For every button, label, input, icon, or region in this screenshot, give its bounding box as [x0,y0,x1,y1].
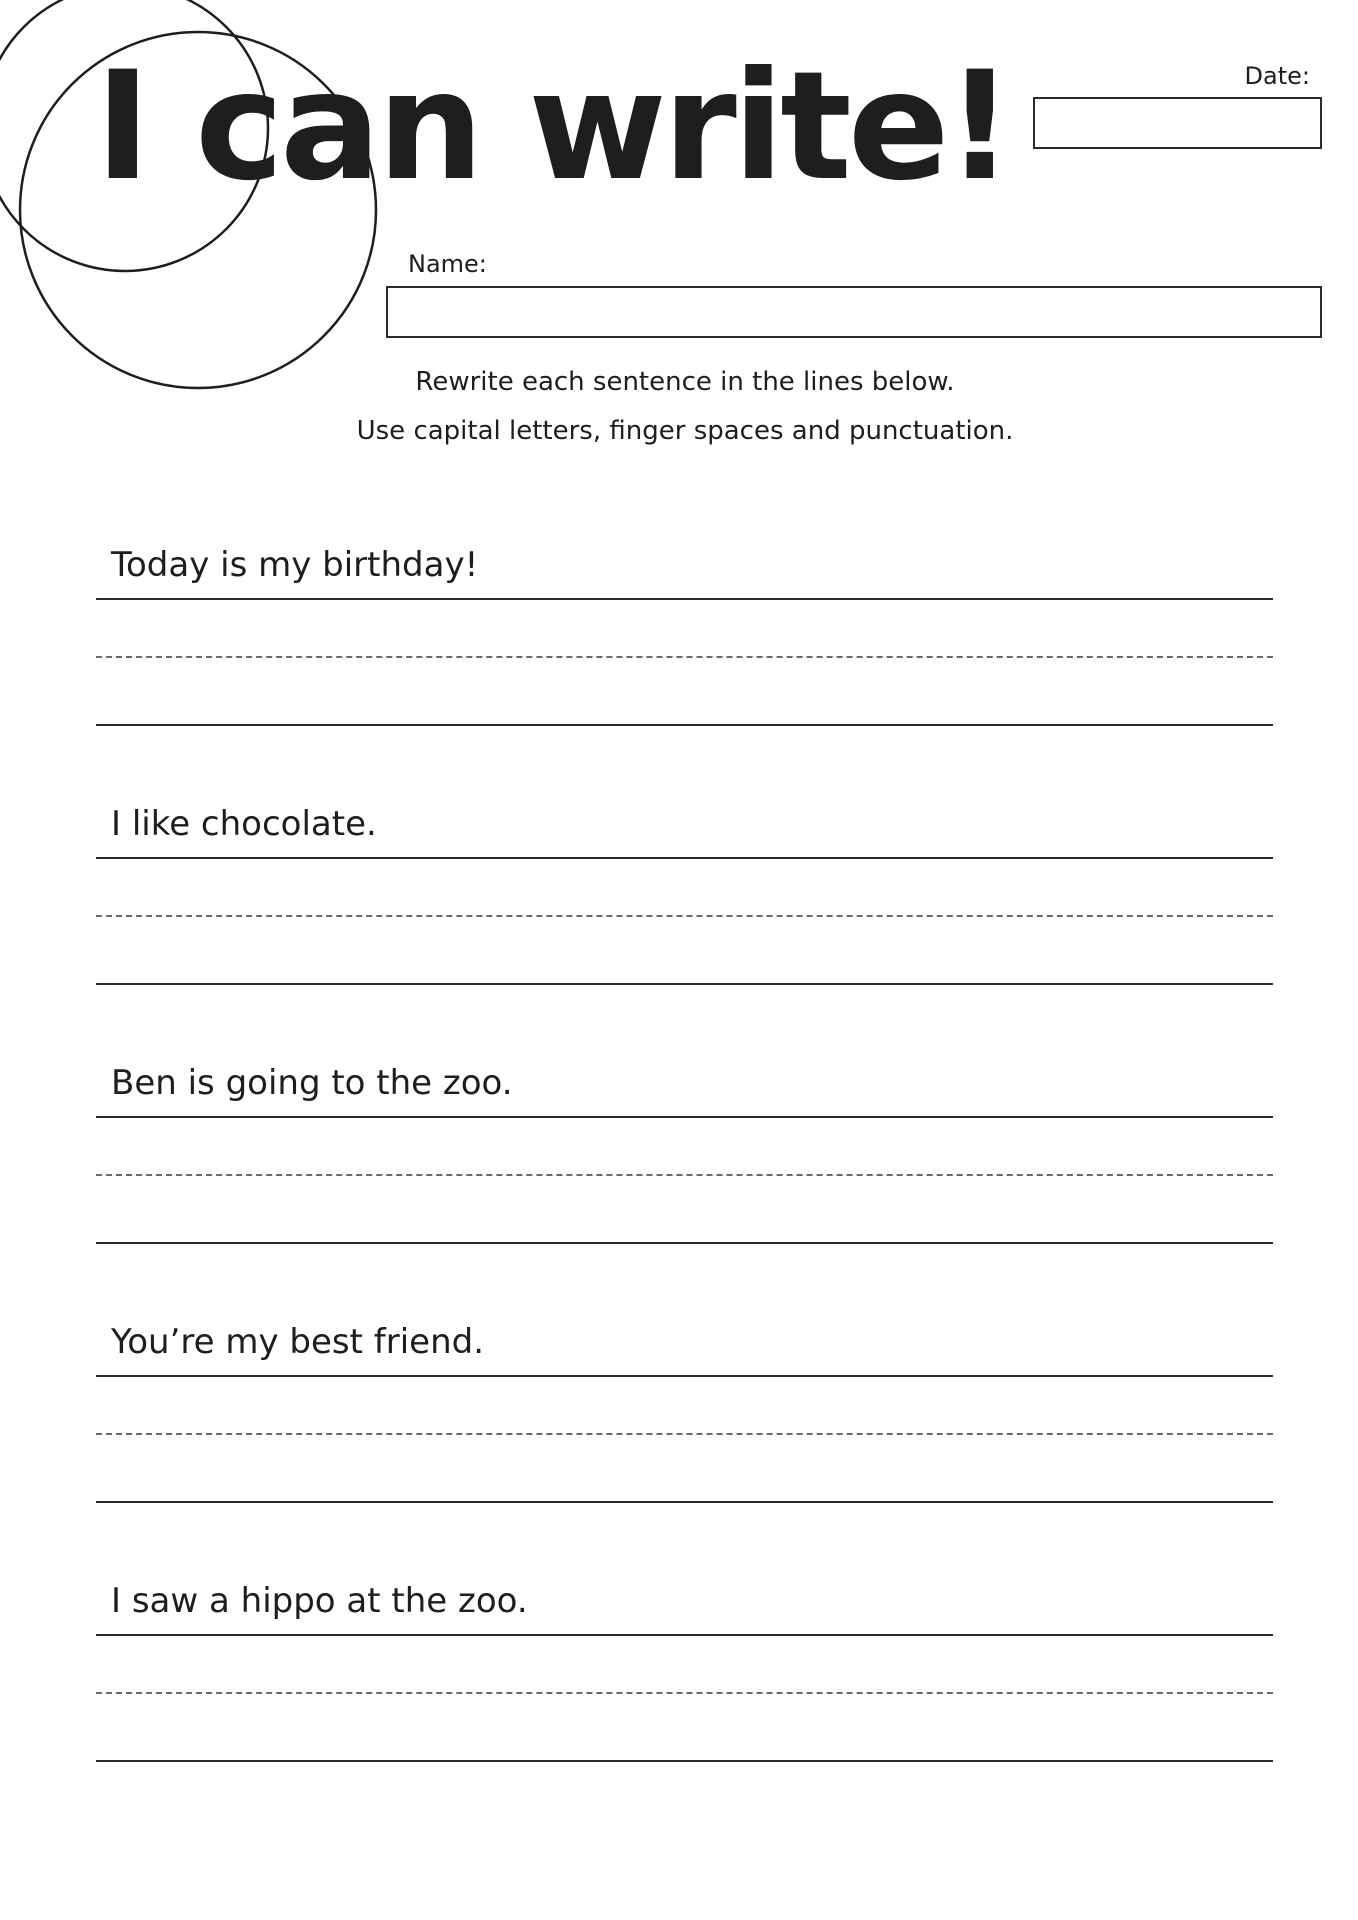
model-sentence: I like chocolate. [111,804,377,844]
name-field[interactable] [386,286,1322,338]
date-label: Date: [1244,62,1310,90]
bottom-writing-line[interactable] [96,983,1273,985]
instruction-line: Rewrite each sentence in the lines below. [415,367,955,397]
name-label: Name: [408,250,487,278]
bottom-writing-line[interactable] [96,1760,1273,1762]
top-writing-line[interactable] [96,1634,1273,1636]
model-sentence: I saw a hippo at the zoo. [111,1581,528,1621]
exercise-3 [96,1053,1273,1243]
model-sentence: Ben is going to the zoo. [111,1063,513,1103]
top-writing-line[interactable] [96,857,1273,859]
dashed-midline[interactable] [96,1692,1273,1694]
exercise-1 [96,535,1273,725]
dashed-midline[interactable] [96,915,1273,917]
dashed-midline[interactable] [96,1433,1273,1435]
model-sentence: You’re my best friend. [111,1322,485,1362]
exercise-5 [96,1571,1273,1761]
exercise-2 [96,794,1273,984]
dashed-midline[interactable] [96,1174,1273,1176]
page-title: I can write! [95,40,1010,214]
date-field[interactable] [1033,97,1322,149]
top-writing-line[interactable] [96,1375,1273,1377]
exercise-4 [96,1312,1273,1502]
bottom-writing-line[interactable] [96,1501,1273,1503]
dashed-midline[interactable] [96,656,1273,658]
instruction-line: Use capital letters, finger spaces and punctuation. [356,416,1014,446]
top-writing-line[interactable] [96,598,1273,600]
bottom-writing-line[interactable] [96,724,1273,726]
top-writing-line[interactable] [96,1116,1273,1118]
model-sentence: Today is my birthday! [111,545,479,585]
bottom-writing-line[interactable] [96,1242,1273,1244]
instructions [250,358,1120,456]
